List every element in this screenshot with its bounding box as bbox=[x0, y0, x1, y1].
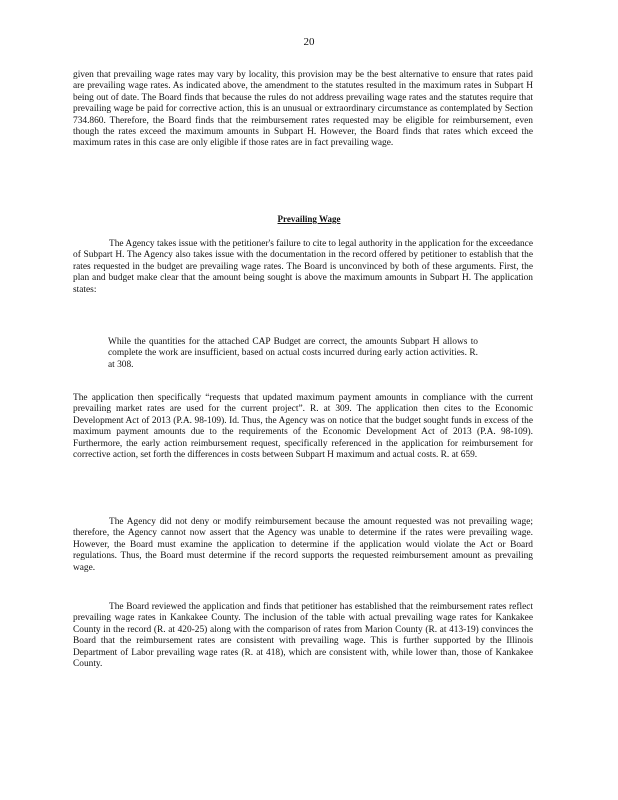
paragraph-2: The Agency takes issue with the petitioner's failure to cite to legal authority in the application for the exceedance of Subpart H. The Agency also takes issue with the documentation in the record offered by petitioner to establish that the rates requested in the budget are prevailing wage rates. The Board is unconvinced by both of these arguments. First, the plan and budget make clear that the amount being sought is above the maximum amounts in Subpart H. The application states: bbox=[73, 239, 533, 295]
page-number: 20 bbox=[303, 36, 315, 48]
paragraph-4: The Agency did not deny or modify reimbursement because the amount requested was not prevailing wage; therefore, the Agency cannot now assert that the Agency was unable to determine if the rates were prevailing wage. However, the Board must examine the application to determine if the application would violate the Act or Board regulations. Thus, the Board must determine if the record supports the requested reimbursement amount as prevailing wage. bbox=[73, 517, 533, 573]
paragraph-5: The Board reviewed the application and finds that petitioner has established that the reimbursement rates reflect prevailing wage rates in Kankakee County. The inclusion of the table with actual prevailing wage rates for Kankakee County in the record (R. at 420-25) along with the comparison of rates from Marion County (R. at 413-19) convinces the Board that the reimbursement rates are consistent with prevailing wage. This is further supported by the Illinois Department of Labor prevailing wage rates (R. at 418), which are consistent with, while lower than, those of Kankakee County. bbox=[73, 602, 533, 670]
paragraph-1: given that prevailing wage rates may vary by locality, this provision may be the best alternative to ensure that rates paid are prevailing wage rates. As indicated above, the amendment to the statutes resulted in the maximum rates in Subpart H being out of date. The Board finds that because the rules do not address prevailing wage rates and the statutes require that prevailing wage be paid for corrective action, this is an unusual or extraordinary circumstance as contemplated by Section 734.860. Therefore, the Board finds that the reimbursement rates requested may be eligible for reimbursement, even though the rates exceed the maximum amounts in Subpart H. However, the Board finds that rates which exceed the maximum rates in this case are only eligible if those rates are in fact prevailing wage. bbox=[73, 70, 533, 149]
block-quote: While the quantities for the attached CAP Budget are correct, the amounts Subpart H allows to complete the work are insufficient, based on actual costs incurred during early action activities. R. at 308. bbox=[108, 337, 478, 370]
section-heading-prevailing-wage: Prevailing Wage bbox=[277, 214, 341, 224]
paragraph-3: The application then specifically “requests that updated maximum payment amounts in compliance with the current prevailing market rates are used for the current project”. R. at 309. The application then cites to the Economic Development Act of 2013 (P.A. 98-109). Id. Thus, the Agency was on notice that the budget sought funds in excess of the maximum payment amounts due to the requirements of the Economic Development Act of 2013 (P.A. 98-109). Furthermore, the early action reimbursement request, specifically referenced in the application for reimbursement for corrective action, set forth the differences in costs between Subpart H maximum and actual costs. R. at 659. bbox=[73, 393, 533, 461]
